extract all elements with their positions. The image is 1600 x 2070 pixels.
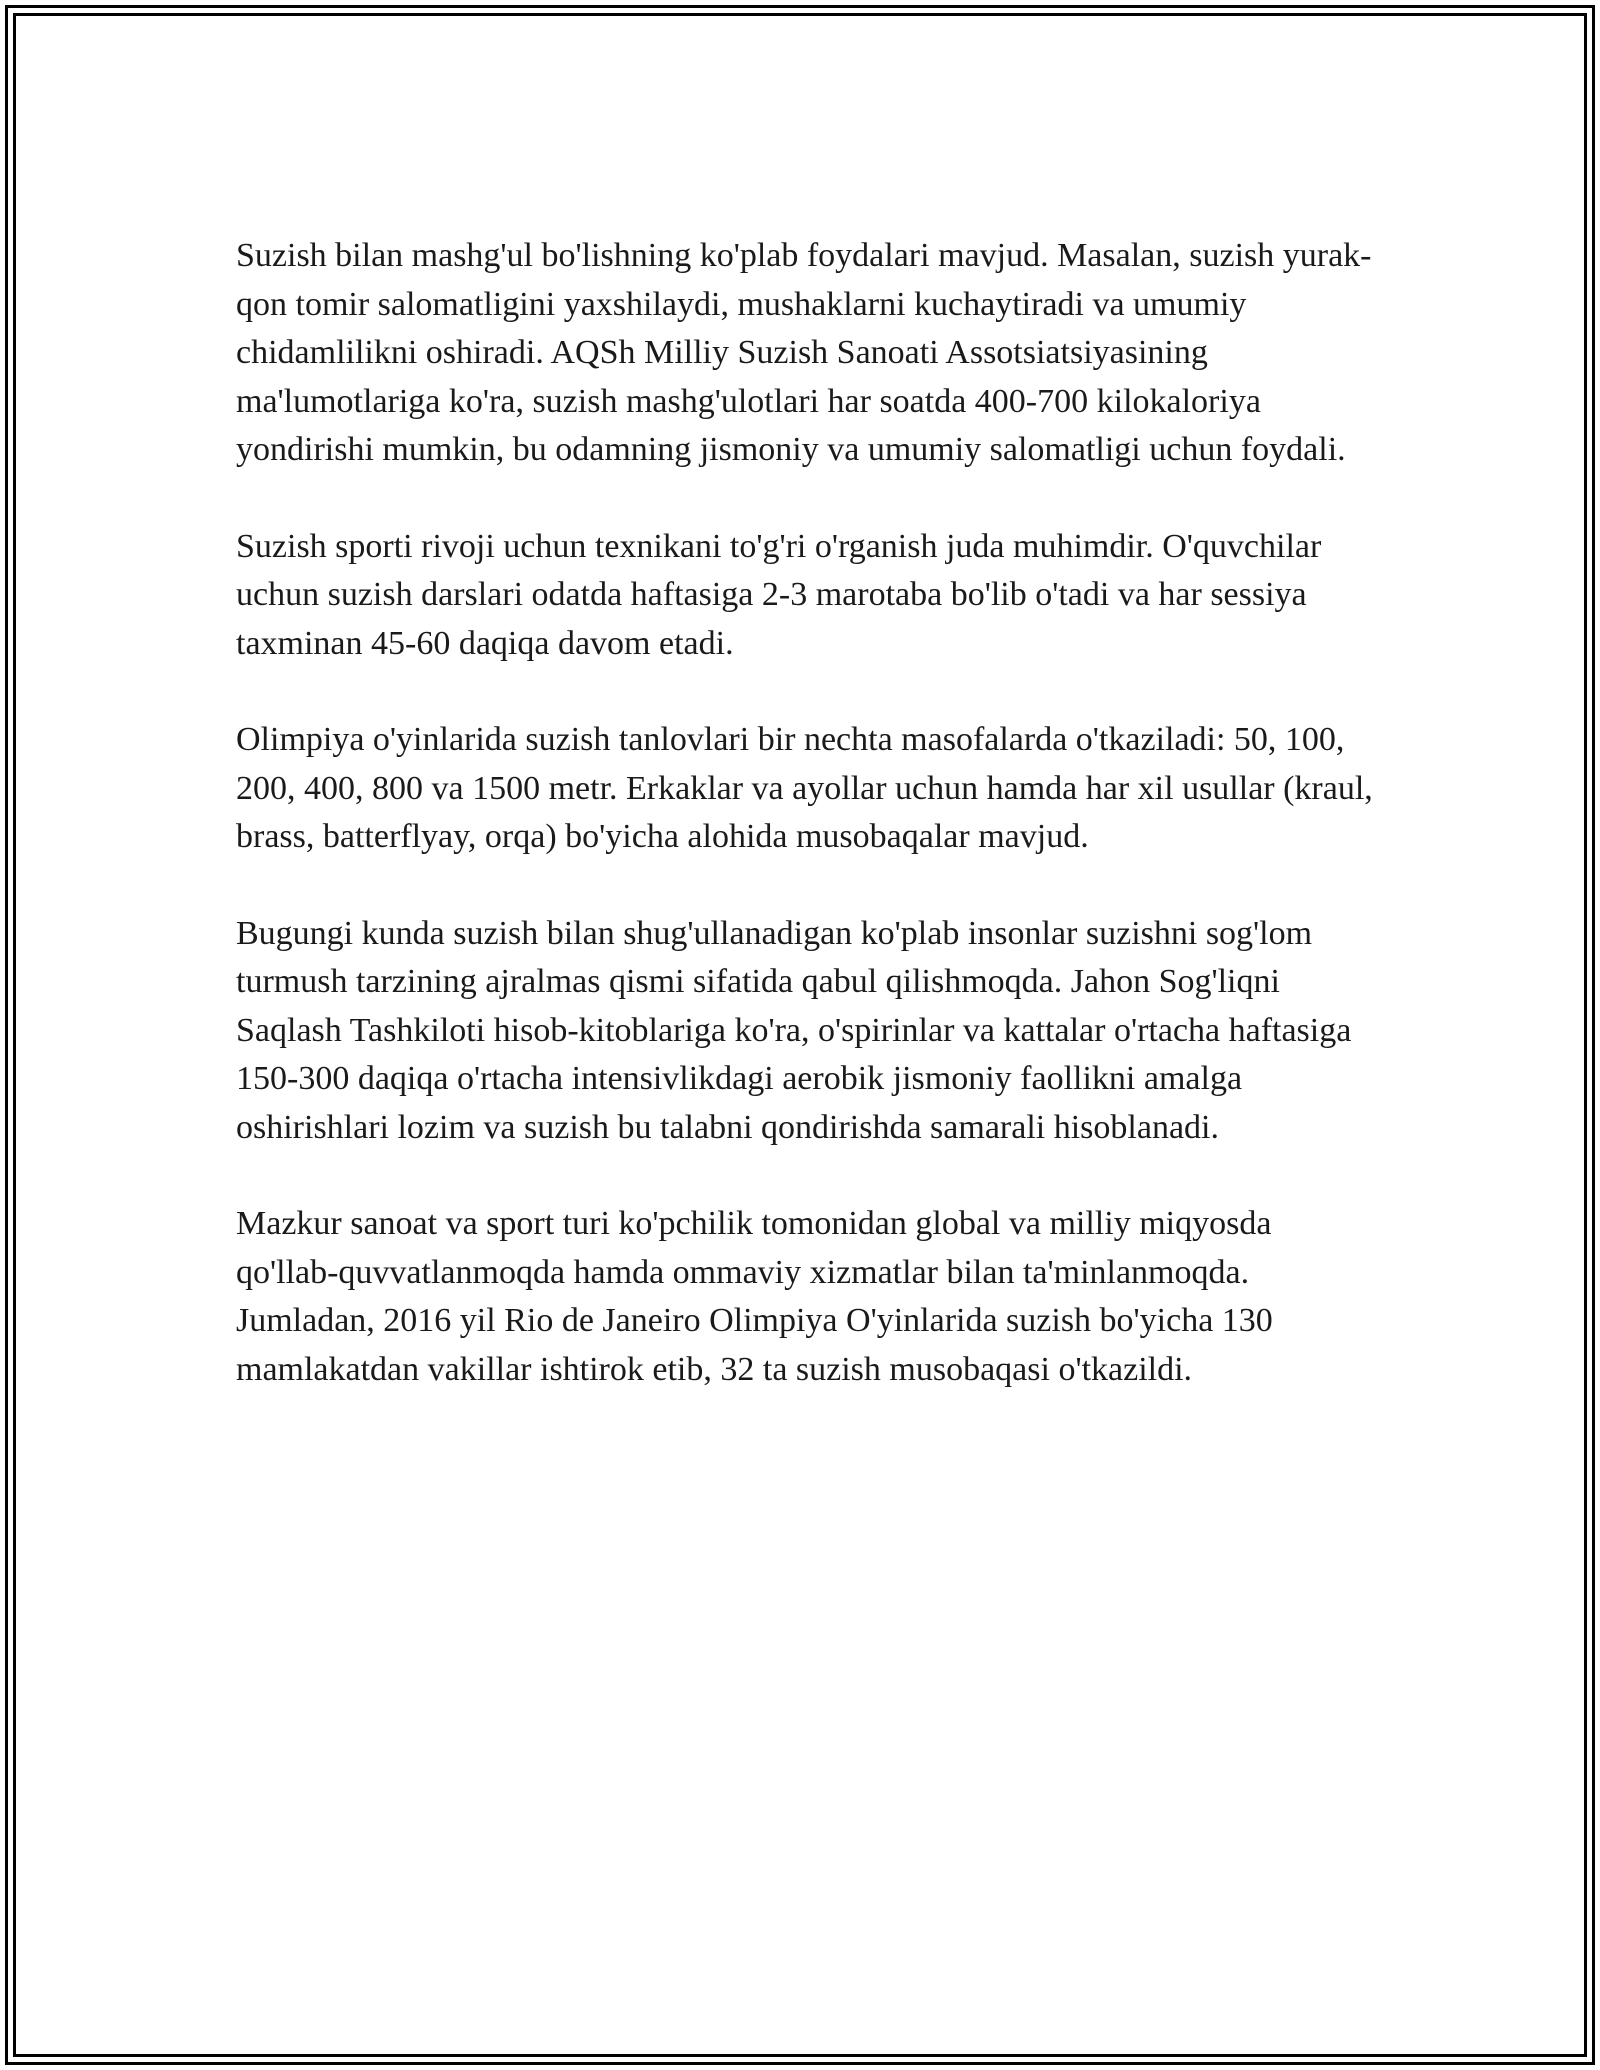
paragraph-2: Suzish sporti rivoji uchun texnikani to'g'ri o'rganish juda muhimdir. O'quvchilar uchun suzish darslari odatda haftasiga 2-3 marotaba bo'lib o'tadi va har sessiya taxminan 45-60 daqiqa davom etadi. [236, 527, 1322, 662]
document-body [236, 232, 1376, 1442]
paragraph-3: Olimpiya o'yinlarida suzish tanlovlari bir nechta masofalarda o'tkaziladi: 50, 100, 200, 400, 800 va 1500 metr. Erkaklar va ayollar uchun hamda har xil usullar (kraul, brass, batterflyay, orqa) bo'yicha alohida musobaqalar mavjud. [236, 721, 1373, 855]
paragraph-4: Bugungi kunda suzish bilan shug'ullanadigan ko'plab insonlar suzishni sog'lom turmush tarzining ajralmas qismi sifatida qabul qilishmoqda. Jahon Sog'liqni Saqlash Tashkiloti hisob-kitoblariga ko'ra, o'spirinlar va kattalar o'rtacha haftasiga 150-300 daqiqa o'rtacha intensivlikdagi aerobik jismoniy faollikni amalga oshirishlari lozim va suzish bu talabni qondirishda samarali hisoblanadi. [236, 914, 1352, 1146]
paragraph-1: Suzish bilan mashg'ul bo'lishning ko'plab foydalari mavjud. Masalan, suzish yurak-qon tomir salomatligini yaxshilaydi, mushaklarni kuchaytiradi va umumiy chidamlilikni oshiradi. AQSh Milliy Suzish Sanoati Assotsiatsiyasining ma'lumotlariga ko'ra, suzish mashg'ulotlari har soatda 400-700 kilokaloriya yondirishi mumkin, bu odamning jismoniy va umumiy salomatligi uchun foydali. [236, 237, 1372, 468]
paragraph-5: Mazkur sanoat va sport turi ko'pchilik tomonidan global va milliy miqyosda qo'llab-quvvatlanmoqda hamda ommaviy xizmatlar bilan ta'minlanmoqda. Jumladan, 2016 yil Rio de Janeiro Olimpiya O'yinlarida suzish bo'yicha 130 mamlakatdan vakillar ishtirok etib, 32 ta suzish musobaqasi o'tkazildi. [236, 1205, 1273, 1388]
